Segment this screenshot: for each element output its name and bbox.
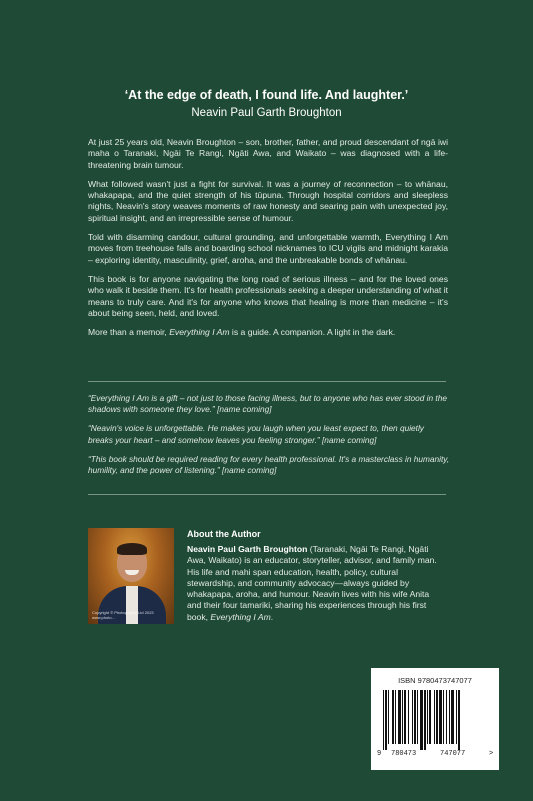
barcode-bars (383, 690, 487, 750)
barcode-bar (412, 690, 413, 744)
author-photo (88, 528, 174, 624)
blurb-paragraph-5 (88, 327, 448, 338)
blurb-p5-title: Everything I Am (169, 327, 230, 338)
barcode-bar (408, 690, 409, 744)
barcode-bar (427, 690, 428, 744)
divider-bottom (88, 494, 446, 495)
blurb-paragraph-1: At just 25 years old, Neavin Broughton – son, brother, father, and proud descendant of ngā iwi maha o Taranaki, Ngāi Te Rangi, Ngāti Awa, and Waikato – was diagnosed with a life-threatening brain tumour. (88, 137, 448, 170)
barcode-bar (436, 690, 438, 744)
barcode-bar (414, 690, 416, 744)
author-book-title: Everything I Am (210, 611, 271, 622)
barcode-group-1: 780473 (391, 750, 417, 758)
barcode-bar (392, 690, 394, 744)
barcode-bar (449, 690, 450, 744)
blurb-paragraph-3: Told with disarming candour, cultural grounding, and unforgettable warmth, Everything I Am moves from treehouse falls and boarding school nicknames to ICU vigils and midnight karakia – exploring identity, masculinity, grief, aroha, and the unbreakable bonds of whānau. (88, 232, 448, 265)
barcode-bar (398, 690, 401, 744)
barcode-group-2: 747077 (440, 750, 466, 758)
about-author-bio (187, 544, 445, 623)
author-name: Neavin Paul Garth Broughton (187, 544, 308, 554)
quote-author: Neavin Paul Garth Broughton (191, 107, 342, 119)
barcode-bar (385, 690, 387, 750)
barcode-bar (417, 690, 418, 744)
barcode-bar (439, 690, 442, 744)
isbn-label: ISBN 9780473747077 (398, 676, 472, 685)
barcode-bar (388, 690, 389, 744)
blurb-paragraph-4: This book is for anyone navigating the long road of serious illness – and for the loved ones who walk it beside them. It's for health professionals seeking a deeper understanding of what it means to truly care. And it's for anyone who knows that healing is more than medicine – it's about being seen, held, and loved. (88, 273, 448, 318)
divider-top (88, 381, 446, 382)
barcode-arrow: > (489, 750, 494, 758)
cover-quote: ‘At the edge of death, I found life. And laughter.’ (124, 88, 409, 102)
barcode-bar (456, 690, 457, 744)
barcode-bar (434, 690, 435, 744)
author-bio-end: . (270, 611, 274, 622)
barcode-bar (429, 690, 431, 744)
barcode-bar (402, 690, 403, 744)
photo-credit: Copyright © Photography Ltd 2023 www.photo... (92, 610, 154, 620)
author-bio-text: (Taranaki, Ngāi Te Rangi, Ngāti Awa, Waikato) is an educator, storyteller, advisor, and family man. His life and mahi span education, health, policy, cultural stewardship, and community advocacy—always guided by whakapapa, aroha, and humour. Neavin lives with his wife Anita and their four tamariki, sharing his experiences through his first book, (187, 544, 437, 622)
about-author-heading: About the Author (187, 529, 261, 539)
praise-quotes (88, 393, 450, 484)
barcode-bar (395, 690, 396, 744)
photo-hair (117, 543, 147, 555)
barcode-bar (458, 690, 460, 750)
barcode-bar (443, 690, 444, 744)
book-blurb (88, 137, 448, 346)
barcode-bar (451, 690, 454, 744)
barcode-digit-first: 9 (377, 750, 382, 758)
barcode-bar (383, 690, 384, 750)
blurb-p5-prefix: More than a memoir, (88, 327, 170, 338)
barcode-bar (420, 690, 423, 750)
praise-quote-2: “Neavin's voice is unforgettable. He makes you laugh when you least expect to, then quietly breaks your heart – and somehow leaves you feeling stronger.” [name coming] (88, 423, 424, 445)
praise-quote-1: “Everything I Am is a gift – not just to those facing illness, but to anyone who has ever stood in the shadows with someone they love.” [name coming] (88, 393, 447, 415)
praise-quote-3: “This book should be required reading for every health professional. It's a masterclass in humanity, humility, and the power of listening.” [name coming] (88, 453, 450, 476)
barcode-bar (404, 690, 406, 744)
barcode-bar (424, 690, 426, 750)
isbn-barcode (371, 668, 499, 770)
blurb-paragraph-2: What followed wasn't just a fight for survival. It was a journey of reconnection – to whānau, whakapapa, and the quiet strength of his tūpuna. Through hospital corridors and sleepless nights, Neavin's story weaves moments of raw honesty and searing pain with unexpected joy, spiritual insight, and an irrepressible sense of humour. (88, 178, 448, 223)
barcode-bar (446, 690, 447, 744)
blurb-p5-suffix: is a guide. A companion. A light in the dark. (229, 327, 396, 338)
